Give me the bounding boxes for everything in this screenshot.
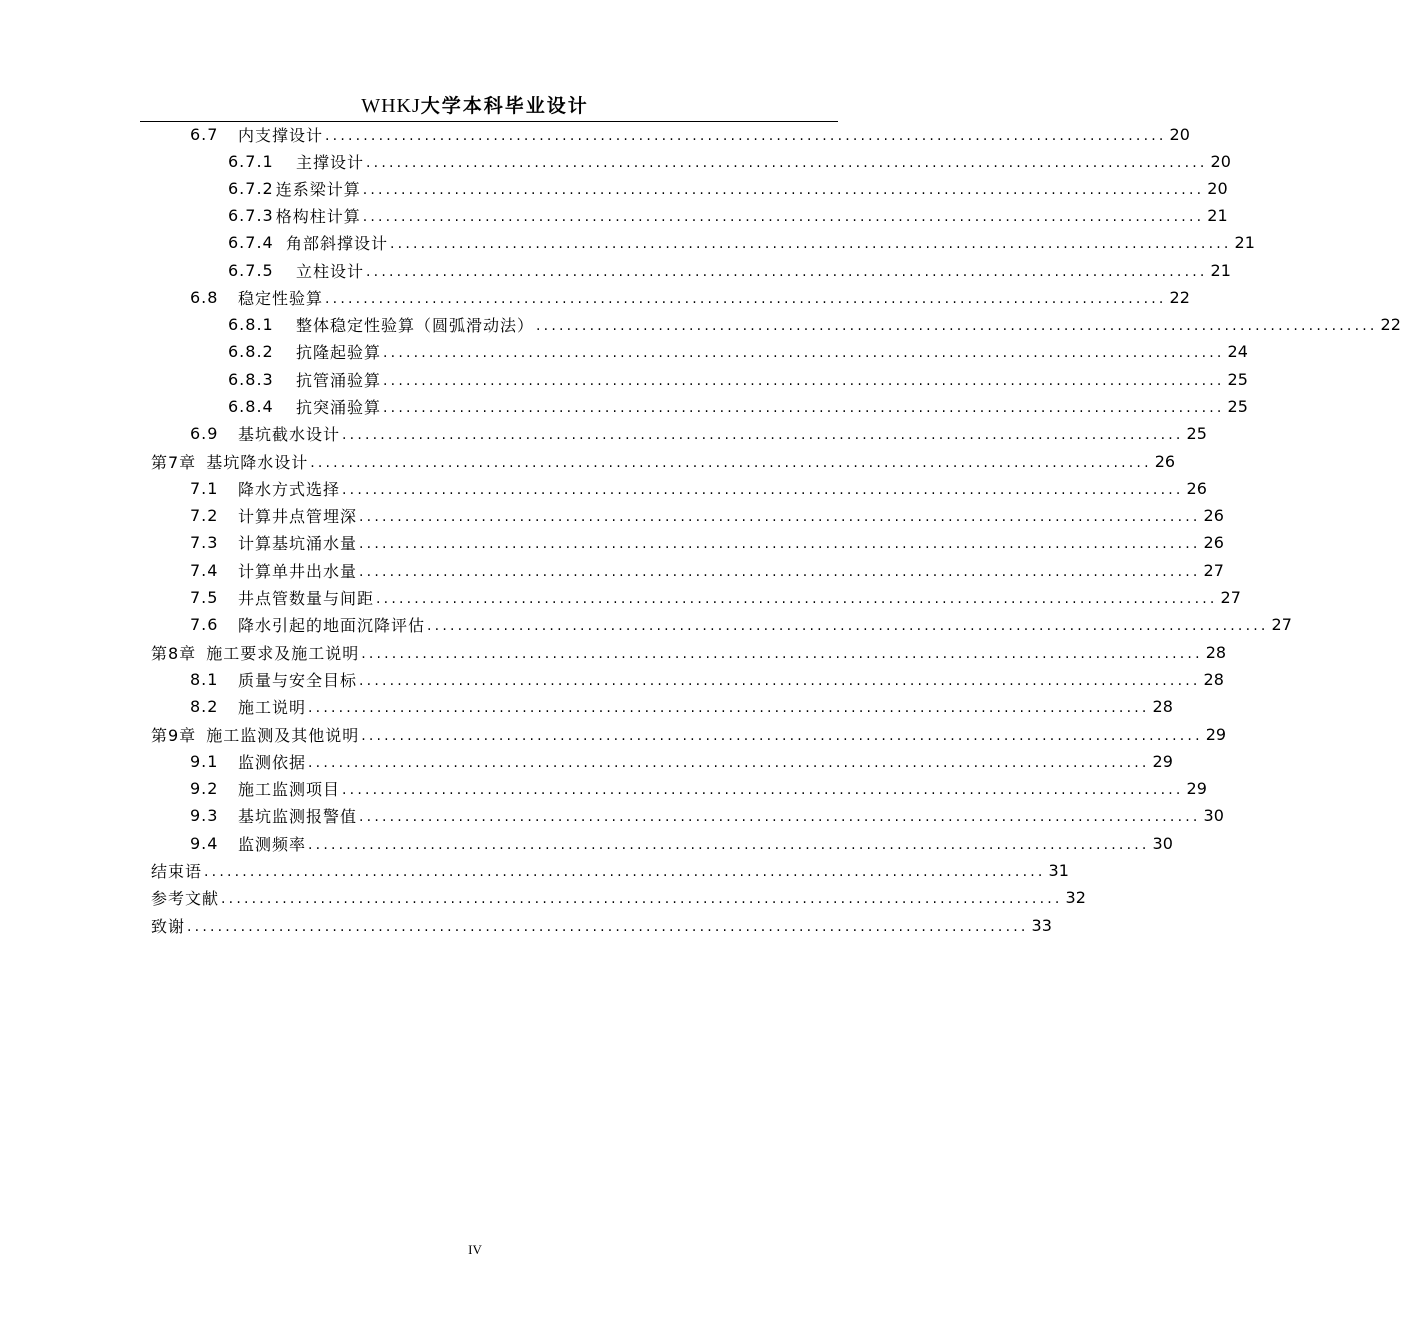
dot-leader: .............................................................................................................. — [383, 399, 1225, 416]
toc-entry-page: 29 — [1186, 779, 1207, 798]
header-school-code: WHKJ — [361, 95, 421, 117]
toc-entry-acknowledgements[interactable] — [151, 912, 1052, 939]
toc-entry-page: 28 — [1203, 670, 1224, 689]
toc-entry-page: 29 — [1152, 752, 1173, 771]
dot-leader: .............................................................................................................. — [310, 454, 1152, 471]
toc-entry-page: 20 — [1207, 179, 1228, 198]
dot-leader: .............................................................................................................. — [362, 208, 1205, 225]
toc-entry[interactable] — [228, 229, 1255, 256]
toc-entry-number: 7.6 — [190, 615, 219, 634]
toc-entry-title: 施工要求及施工说明 — [206, 644, 360, 663]
toc-entry-page: 21 — [1234, 233, 1255, 252]
toc-entry-page: 26 — [1203, 506, 1224, 525]
toc-entry-number: 9.4 — [190, 834, 219, 853]
toc-entry[interactable] — [190, 748, 1173, 775]
toc-entry-title: 参考文献 — [151, 889, 220, 908]
dot-leader: .............................................................................................................. — [359, 508, 1201, 525]
toc-entry-title: 监测频率 — [238, 835, 307, 854]
toc-chapter[interactable] — [151, 639, 1227, 666]
toc-entry-title: 主撑设计 — [296, 153, 365, 172]
toc-entry[interactable] — [190, 121, 1190, 148]
toc-entry-title: 抗突涌验算 — [296, 398, 382, 417]
dot-leader: .............................................................................................................. — [342, 481, 1184, 498]
toc-entry-number: 6.8.1 — [228, 315, 274, 334]
dot-leader: .............................................................................................................. — [342, 781, 1184, 798]
toc-entry-number: 7.2 — [190, 506, 219, 525]
toc-chapter[interactable] — [151, 721, 1227, 748]
toc-entry-page: 22 — [1169, 288, 1190, 307]
toc-entry-number: 6.7.2 — [228, 179, 274, 198]
toc-entry-title: 抗管涌验算 — [296, 371, 382, 390]
toc-entry[interactable] — [190, 529, 1224, 556]
dot-leader: .............................................................................................................. — [308, 699, 1150, 716]
toc-entry-page: 25 — [1186, 424, 1207, 443]
dot-leader: .............................................................................................................. — [308, 754, 1150, 771]
toc-entry-page: 24 — [1227, 342, 1248, 361]
toc-entry-page: 20 — [1210, 152, 1231, 171]
dot-leader: .............................................................................................................. — [325, 290, 1167, 307]
toc-entry-page: 22 — [1380, 315, 1401, 334]
dot-leader: .............................................................................................................. — [427, 617, 1269, 634]
toc-entry-page: 26 — [1154, 452, 1176, 471]
toc-entry[interactable] — [228, 148, 1231, 175]
toc-chapter[interactable] — [151, 448, 1176, 475]
toc-entry[interactable] — [190, 666, 1224, 693]
dot-leader: .............................................................................................................. — [359, 535, 1201, 552]
toc-entry-title: 质量与安全目标 — [238, 671, 358, 690]
toc-entry-number: 6.8 — [190, 288, 219, 307]
toc-entry[interactable] — [228, 175, 1228, 202]
toc-entry-page: 26 — [1203, 533, 1224, 552]
toc-entry[interactable] — [190, 830, 1173, 857]
toc-entry-number: 6.8.2 — [228, 342, 274, 361]
toc-entry[interactable] — [228, 366, 1248, 393]
toc-entry-page: 27 — [1220, 588, 1241, 607]
toc-entry-number: 6.7.3 — [228, 206, 274, 225]
toc-entry-number: 6.8.3 — [228, 370, 274, 389]
toc-entry-title: 监测依据 — [238, 753, 307, 772]
toc-entry-number: 6.7.1 — [228, 152, 274, 171]
toc-entry-title: 整体稳定性验算（圆弧滑动法） — [296, 316, 535, 335]
dot-leader: .............................................................................................................. — [308, 836, 1150, 853]
toc-entry[interactable] — [228, 202, 1228, 229]
toc-entry[interactable] — [228, 338, 1248, 365]
toc-entry-number: 7.4 — [190, 561, 219, 580]
toc-entry[interactable] — [190, 284, 1190, 311]
toc-entry-number: 7.1 — [190, 479, 219, 498]
toc-entry-page: 28 — [1205, 643, 1227, 662]
toc-entry-number: 8.1 — [190, 670, 219, 689]
toc-entry-page: 31 — [1048, 861, 1069, 880]
toc-entry[interactable] — [228, 257, 1231, 284]
toc-entry-page: 21 — [1207, 206, 1228, 225]
toc-entry-number: 6.8.4 — [228, 397, 274, 416]
dot-leader: .............................................................................................................. — [325, 127, 1167, 144]
toc-entry[interactable] — [190, 611, 1292, 638]
toc-entry-title: 降水引起的地面沉降评估 — [238, 616, 426, 635]
dot-leader: .............................................................................................................. — [342, 426, 1184, 443]
toc-entry-title: 井点管数量与间距 — [238, 589, 375, 608]
toc-entry-number: 6.9 — [190, 424, 219, 443]
toc-entry-number: 7.3 — [190, 533, 219, 552]
dot-leader: .............................................................................................................. — [536, 317, 1378, 334]
dot-leader: .............................................................................................................. — [359, 808, 1201, 825]
dot-leader: .............................................................................................................. — [383, 344, 1225, 361]
toc-entry-title: 施工监测及其他说明 — [206, 726, 360, 745]
toc-entry-title: 施工说明 — [238, 698, 307, 717]
header-title: 大学本科毕业设计 — [420, 95, 589, 117]
toc-entry-page: 25 — [1227, 397, 1248, 416]
toc-entry-title: 计算基坑涌水量 — [238, 534, 358, 553]
toc-entry-references[interactable] — [151, 884, 1086, 911]
toc-entry-title: 致谢 — [151, 917, 186, 936]
toc-entry-page: 21 — [1210, 261, 1231, 280]
toc-entry-number: 6.7.5 — [228, 261, 274, 280]
dot-leader: .............................................................................................................. — [366, 263, 1208, 280]
toc-entry[interactable] — [190, 584, 1241, 611]
dot-leader: .............................................................................................................. — [359, 672, 1201, 689]
toc-entry-page: 25 — [1227, 370, 1248, 389]
toc-entry-title: 降水方式选择 — [238, 480, 341, 499]
toc-entry-title: 基坑监测报警值 — [238, 807, 358, 826]
toc-entry-number: 第9章 — [151, 726, 197, 745]
dot-leader: .............................................................................................................. — [359, 563, 1201, 580]
toc-entry-title: 内支撑设计 — [238, 126, 324, 145]
dot-leader: .............................................................................................................. — [187, 918, 1029, 935]
toc-entry-title: 计算井点管埋深 — [238, 507, 358, 526]
dot-leader: .............................................................................................................. — [376, 590, 1218, 607]
toc-entry-number: 7.5 — [190, 588, 219, 607]
toc-entry-title: 计算单井出水量 — [238, 562, 358, 581]
toc-entry[interactable] — [190, 802, 1224, 829]
dot-leader: .............................................................................................................. — [390, 235, 1232, 252]
toc-entry[interactable] — [190, 775, 1207, 802]
toc-entry-title: 稳定性验算 — [238, 289, 324, 308]
toc-entry-page: 30 — [1203, 806, 1224, 825]
toc-entry-number: 6.7.4 — [228, 233, 274, 252]
toc-entry-number: 6.7 — [190, 125, 219, 144]
toc-entry[interactable] — [228, 311, 1401, 338]
toc-entry-number: 8.2 — [190, 697, 219, 716]
toc-entry-page: 27 — [1271, 615, 1292, 634]
toc-entry-title: 连系梁计算 — [275, 180, 361, 199]
toc-entry-title: 格构柱计算 — [275, 207, 361, 226]
dot-leader: .............................................................................................................. — [383, 372, 1225, 389]
toc-entry[interactable] — [190, 420, 1207, 447]
dot-leader: .............................................................................................................. — [362, 181, 1205, 198]
dot-leader: .............................................................................................................. — [366, 154, 1208, 171]
toc-entry[interactable] — [190, 693, 1173, 720]
toc-entry-page: 30 — [1152, 834, 1173, 853]
toc-entry-conclusion[interactable] — [151, 857, 1069, 884]
toc-entry-title: 基坑降水设计 — [206, 453, 309, 472]
toc-entry-title: 基坑截水设计 — [238, 425, 341, 444]
running-header — [0, 92, 950, 120]
toc-entry-title: 立柱设计 — [296, 262, 365, 281]
dot-leader: .............................................................................................................. — [361, 645, 1203, 662]
toc-entry[interactable] — [190, 502, 1224, 529]
toc-entry-page: 20 — [1169, 125, 1190, 144]
toc-entry-number: 第7章 — [151, 453, 197, 472]
toc-entry-title: 角部斜撑设计 — [286, 234, 389, 253]
toc-entry-title: 结束语 — [151, 862, 203, 881]
toc-entry-page: 28 — [1152, 697, 1173, 716]
toc-entry-page: 32 — [1065, 888, 1086, 907]
toc-entry-title: 抗隆起验算 — [296, 343, 382, 362]
dot-leader: .............................................................................................................. — [204, 863, 1046, 880]
toc-entry[interactable] — [190, 475, 1207, 502]
toc-entry-title: 施工监测项目 — [238, 780, 341, 799]
toc-entry[interactable] — [190, 557, 1224, 584]
toc-entry-number: 9.3 — [190, 806, 219, 825]
toc-entry[interactable] — [228, 393, 1248, 420]
toc-entry-page: 27 — [1203, 561, 1224, 580]
toc-entry-number: 9.2 — [190, 779, 219, 798]
page-number: IV — [468, 1242, 482, 1257]
toc-entry-page: 26 — [1186, 479, 1207, 498]
toc-entry-number: 9.1 — [190, 752, 219, 771]
dot-leader: .............................................................................................................. — [221, 890, 1063, 907]
toc-entry-number: 第8章 — [151, 644, 197, 663]
dot-leader: .............................................................................................................. — [361, 727, 1203, 744]
toc-entry-page: 33 — [1031, 916, 1052, 935]
toc-entry-page: 29 — [1205, 725, 1227, 744]
